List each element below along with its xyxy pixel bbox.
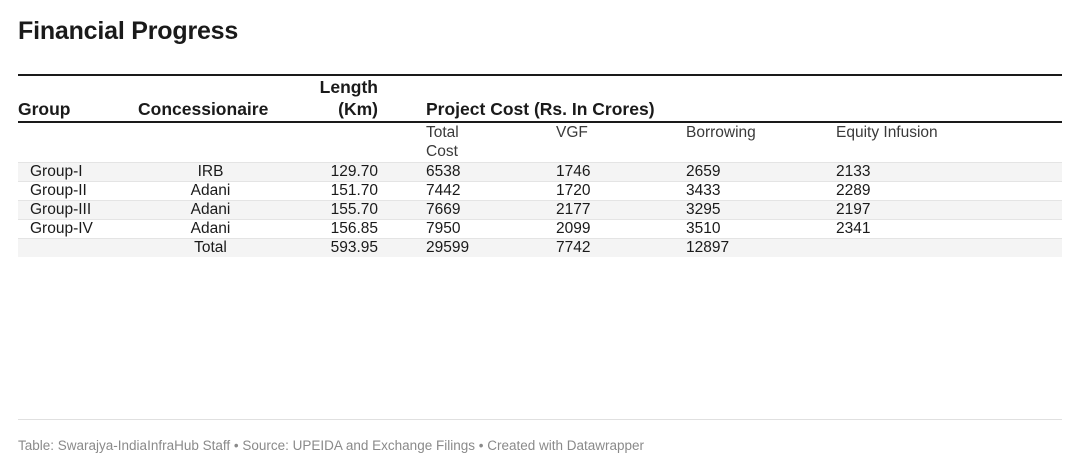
cell-vgf: 7742 bbox=[538, 238, 668, 257]
cell-vgf: 2099 bbox=[538, 219, 668, 238]
page-title: Financial Progress bbox=[18, 17, 239, 45]
subheader-blank-concessionaire bbox=[138, 123, 283, 162]
cell-borrowing: 2659 bbox=[668, 162, 818, 181]
cell-borrowing: 3295 bbox=[668, 200, 818, 219]
financial-progress-table bbox=[18, 74, 1062, 257]
column-header-length-line2: (Km) bbox=[338, 99, 378, 120]
cell-length: 156.85 bbox=[283, 219, 408, 238]
table-header-sub bbox=[18, 123, 1062, 162]
cell-length: 593.95 bbox=[283, 238, 408, 257]
cell-borrowing: 12897 bbox=[668, 238, 818, 257]
cell-equity bbox=[818, 238, 1062, 257]
cell-concessionaire: IRB bbox=[138, 162, 283, 181]
column-header-length bbox=[283, 76, 408, 122]
cell-length: 151.70 bbox=[283, 181, 408, 200]
cell-vgf: 1746 bbox=[538, 162, 668, 181]
cell-total-cost: 29599 bbox=[408, 238, 538, 257]
subheader-total-cost bbox=[408, 123, 538, 162]
column-header-group: Group bbox=[18, 99, 71, 120]
cell-equity: 2341 bbox=[818, 219, 1062, 238]
cell-concessionaire: Total bbox=[138, 238, 283, 257]
column-header-project-cost: Project Cost (Rs. In Crores) bbox=[426, 99, 655, 120]
subheader-blank-length bbox=[283, 123, 408, 162]
cell-group: Group-I bbox=[18, 162, 138, 181]
subheader-blank-group bbox=[18, 123, 138, 162]
cell-concessionaire: Adani bbox=[138, 181, 283, 200]
cell-equity: 2289 bbox=[818, 181, 1062, 200]
cell-total-cost: 7950 bbox=[408, 219, 538, 238]
cell-total-cost: 6538 bbox=[408, 162, 538, 181]
subheader-vgf: VGF bbox=[556, 123, 588, 141]
table-row bbox=[18, 200, 1062, 219]
column-header-length-line1: Length bbox=[319, 77, 378, 97]
cell-total-cost: 7669 bbox=[408, 200, 538, 219]
cell-borrowing: 3510 bbox=[668, 219, 818, 238]
table-row-total bbox=[18, 238, 1062, 257]
table-header-main bbox=[18, 76, 1062, 122]
subheader-borrowing: Borrowing bbox=[686, 123, 756, 141]
cell-total-cost: 7442 bbox=[408, 181, 538, 200]
table-row bbox=[18, 162, 1062, 181]
subheader-total-cost-line2: Cost bbox=[426, 143, 458, 161]
cell-group bbox=[18, 238, 138, 257]
table-footer-credits: Table: Swarajya-IndiaInfraHub Staff • Source: UPEIDA and Exchange Filings • Created with Datawrapper bbox=[18, 438, 645, 453]
table-row bbox=[18, 181, 1062, 200]
cell-vgf: 2177 bbox=[538, 200, 668, 219]
column-header-concessionaire: Concessionaire bbox=[138, 99, 269, 120]
cell-concessionaire: Adani bbox=[138, 200, 283, 219]
cell-equity: 2197 bbox=[818, 200, 1062, 219]
cell-length: 129.70 bbox=[283, 162, 408, 181]
subheader-equity-infusion: Equity Infusion bbox=[836, 123, 938, 141]
cell-concessionaire: Adani bbox=[138, 219, 283, 238]
cell-group: Group-III bbox=[18, 200, 138, 219]
cell-group: Group-II bbox=[18, 181, 138, 200]
cell-equity: 2133 bbox=[818, 162, 1062, 181]
table-row bbox=[18, 219, 1062, 238]
cell-vgf: 1720 bbox=[538, 181, 668, 200]
subheader-total-cost-line1: Total bbox=[426, 123, 459, 141]
footer-divider bbox=[18, 419, 1062, 420]
cell-borrowing: 3433 bbox=[668, 181, 818, 200]
cell-group: Group-IV bbox=[18, 219, 138, 238]
cell-length: 155.70 bbox=[283, 200, 408, 219]
